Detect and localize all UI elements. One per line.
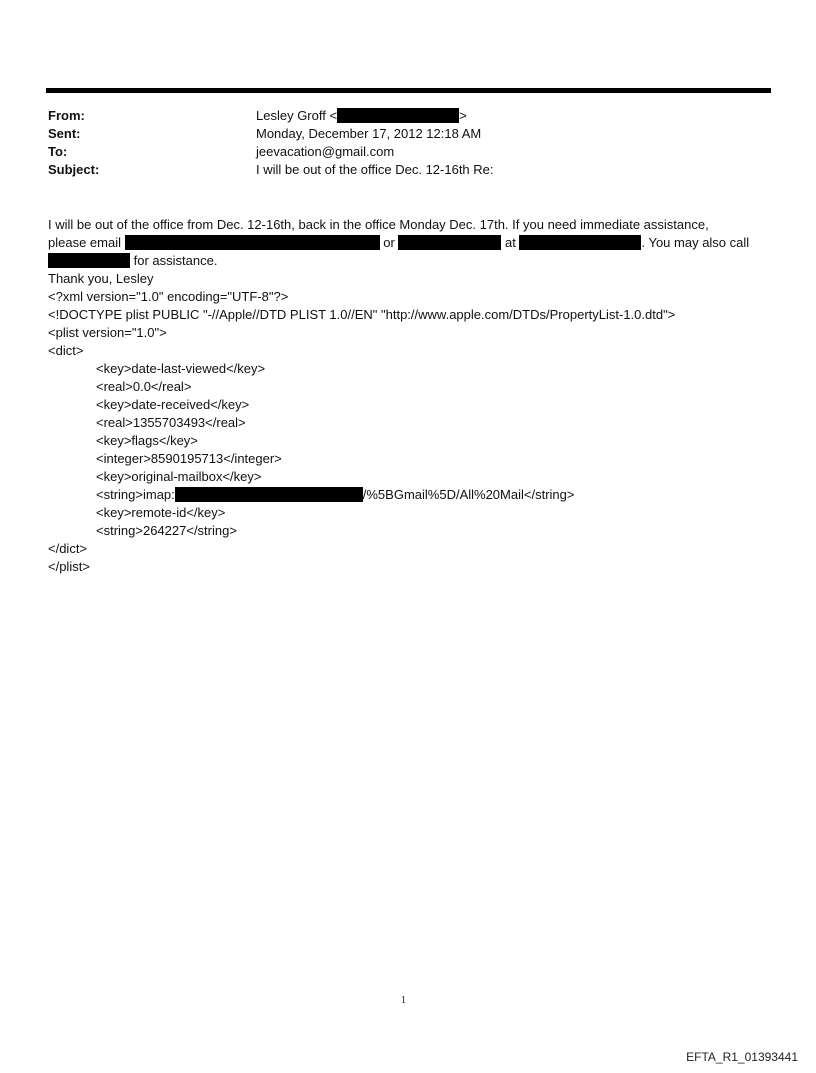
redaction-bar bbox=[398, 235, 501, 250]
plist-line: <dict> bbox=[48, 343, 84, 358]
sent-label: Sent: bbox=[48, 126, 81, 141]
plist-line: <key>flags</key> bbox=[96, 433, 198, 448]
body-text: or bbox=[379, 235, 399, 250]
body-line-1: I will be out of the office from Dec. 12-16th, back in the office Monday Dec. 17th. If you need immediate assistance, bbox=[48, 217, 709, 232]
redaction-bar bbox=[337, 108, 459, 123]
plist-text: /%5BGmail%5D/All%20Mail</string> bbox=[362, 487, 575, 502]
body-text: at bbox=[501, 235, 520, 250]
body-line-4: Thank you, Lesley bbox=[48, 271, 154, 286]
body-line-3 bbox=[48, 252, 217, 270]
body-text: . You may also call bbox=[641, 235, 750, 250]
to-label: To: bbox=[48, 144, 68, 159]
plist-line: <?xml version="1.0" encoding="UTF-8"?> bbox=[48, 289, 289, 304]
plist-line: </plist> bbox=[48, 559, 90, 574]
body-line-2 bbox=[48, 234, 749, 252]
subject-value: I will be out of the office Dec. 12-16th Re: bbox=[256, 162, 494, 177]
subject-label: Subject: bbox=[48, 162, 100, 177]
plist-line: <real>0.0</real> bbox=[96, 379, 192, 394]
plist-line: <string>264227</string> bbox=[96, 523, 237, 538]
redaction-bar bbox=[519, 235, 641, 250]
plist-line-mailbox bbox=[96, 486, 574, 504]
plist-line: </dict> bbox=[48, 541, 88, 556]
plist-line: <!DOCTYPE plist PUBLIC "-//Apple//DTD PLIST 1.0//EN" "http://www.apple.com/DTDs/PropertyList-1.0.dtd"> bbox=[48, 307, 676, 322]
plist-line: <key>remote-id</key> bbox=[96, 505, 226, 520]
plist-line: <key>date-last-viewed</key> bbox=[96, 361, 266, 376]
top-rule bbox=[46, 88, 771, 93]
body-text: for assistance. bbox=[130, 253, 218, 268]
redaction-bar bbox=[175, 487, 363, 502]
plist-line: <plist version="1.0"> bbox=[48, 325, 167, 340]
redaction-bar bbox=[125, 235, 380, 250]
plist-text: <string>imap: bbox=[96, 487, 175, 502]
from-value bbox=[256, 107, 467, 125]
redaction-bar bbox=[48, 253, 130, 268]
body-text: please email bbox=[48, 235, 125, 250]
document-id: EFTA_R1_01393441 bbox=[686, 1050, 798, 1064]
sent-value: Monday, December 17, 2012 12:18 AM bbox=[256, 126, 482, 141]
plist-line: <integer>8590195713</integer> bbox=[96, 451, 282, 466]
plist-line: <key>date-received</key> bbox=[96, 397, 250, 412]
from-close: > bbox=[459, 108, 467, 123]
to-value: jeevacation@gmail.com bbox=[256, 144, 395, 159]
page-number: 1 bbox=[401, 995, 406, 1006]
plist-line: <key>original-mailbox</key> bbox=[96, 469, 262, 484]
plist-line: <real>1355703493</real> bbox=[96, 415, 246, 430]
from-label: From: bbox=[48, 108, 85, 123]
from-name: Lesley Groff < bbox=[256, 108, 338, 123]
